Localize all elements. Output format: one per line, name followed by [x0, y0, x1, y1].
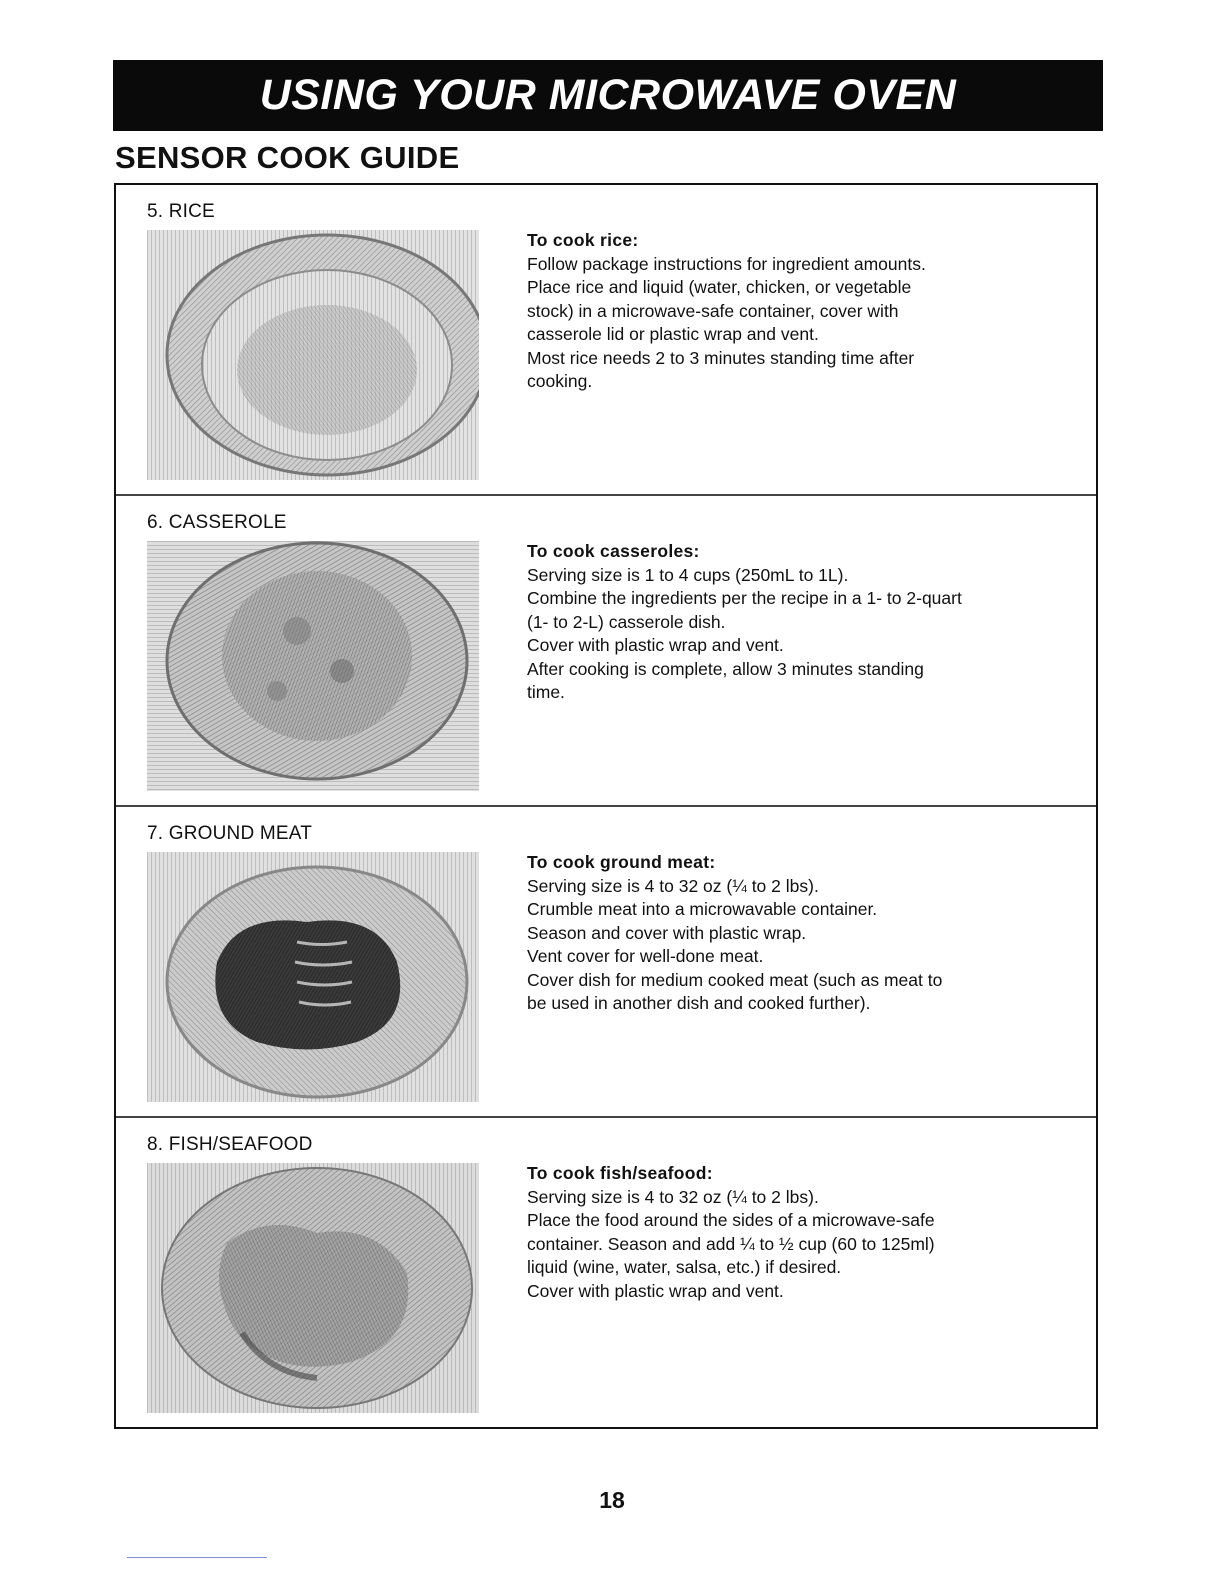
instruction-line: casserole lid or plastic wrap and vent.	[527, 324, 819, 344]
instruction-line: stock) in a microwave-safe container, cover with	[527, 300, 899, 321]
instruction-line: Most rice needs 2 to 3 minutes standing time after	[527, 347, 915, 368]
instructions-heading: To cook casseroles:	[527, 541, 700, 561]
ground-meat-instructions	[527, 851, 1027, 1016]
instruction-line: Follow package instructions for ingredient amounts.	[527, 253, 926, 274]
instruction-line: Serving size is 4 to 32 oz (¼ to 2 lbs).	[527, 875, 819, 896]
ground-meat-photo	[147, 852, 479, 1102]
instruction-line: Season and cover with plastic wrap.	[527, 922, 807, 943]
casserole-photo	[147, 541, 479, 791]
rice-bowl-photo	[147, 230, 479, 480]
instruction-line: Combine the ingredients per the recipe in a 1- to 2-quart	[527, 588, 962, 608]
instruction-line: Crumble meat into a microwavable container.	[527, 899, 878, 919]
instruction-line: After cooking is complete, allow 3 minutes standing	[527, 658, 924, 679]
banner-title: USING YOUR MICROWAVE OVEN	[259, 71, 957, 119]
item-title: 6. CASSEROLE	[147, 512, 287, 533]
page-banner	[113, 60, 1103, 131]
instruction-line: be used in another dish and cooked further).	[527, 993, 871, 1013]
casserole-instructions	[527, 540, 1027, 705]
instruction-line: Serving size is 4 to 32 oz (¼ to 2 lbs).	[527, 1186, 819, 1207]
item-title: 8. FISH/SEAFOOD	[147, 1134, 313, 1155]
footer-divider	[127, 1557, 267, 1558]
instructions-heading: To cook rice:	[527, 230, 639, 250]
guide-item-fish-seafood	[116, 1118, 1096, 1427]
fish-seafood-photo	[147, 1163, 479, 1413]
instruction-line: liquid (wine, water, salsa, etc.) if desired.	[527, 1257, 842, 1277]
instruction-line: container. Season and add ¼ to ½ cup (60 to 125ml)	[527, 1233, 935, 1254]
guide-item-ground-meat	[116, 807, 1096, 1118]
page-number: 18	[599, 1487, 625, 1513]
sensor-cook-guide-table	[114, 183, 1098, 1429]
instruction-line: Place the food around the sides of a microwave-safe	[527, 1210, 935, 1230]
instructions-heading: To cook fish/seafood:	[527, 1163, 713, 1183]
instruction-line: Cover with plastic wrap and vent.	[527, 635, 784, 655]
instruction-line: Place rice and liquid (water, chicken, or vegetable	[527, 277, 912, 297]
instruction-line: Cover dish for medium cooked meat (such as meat to	[527, 969, 943, 990]
fish-seafood-instructions	[527, 1162, 1027, 1303]
section-title: SENSOR COOK GUIDE	[115, 140, 460, 175]
instruction-line: cooking.	[527, 371, 593, 391]
instruction-line: Cover with plastic wrap and vent.	[527, 1280, 784, 1301]
guide-item-rice	[116, 185, 1096, 496]
instruction-line: Vent cover for well-done meat.	[527, 946, 764, 966]
item-title: 5. RICE	[147, 201, 215, 222]
instruction-line: time.	[527, 682, 565, 702]
item-title: 7. GROUND MEAT	[147, 823, 313, 844]
rice-instructions	[527, 229, 1027, 394]
instruction-line: (1- to 2-L) casserole dish.	[527, 611, 726, 632]
guide-item-casserole	[116, 496, 1096, 807]
instruction-line: Serving size is 1 to 4 cups (250mL to 1L).	[527, 564, 849, 585]
instructions-heading: To cook ground meat:	[527, 852, 716, 872]
